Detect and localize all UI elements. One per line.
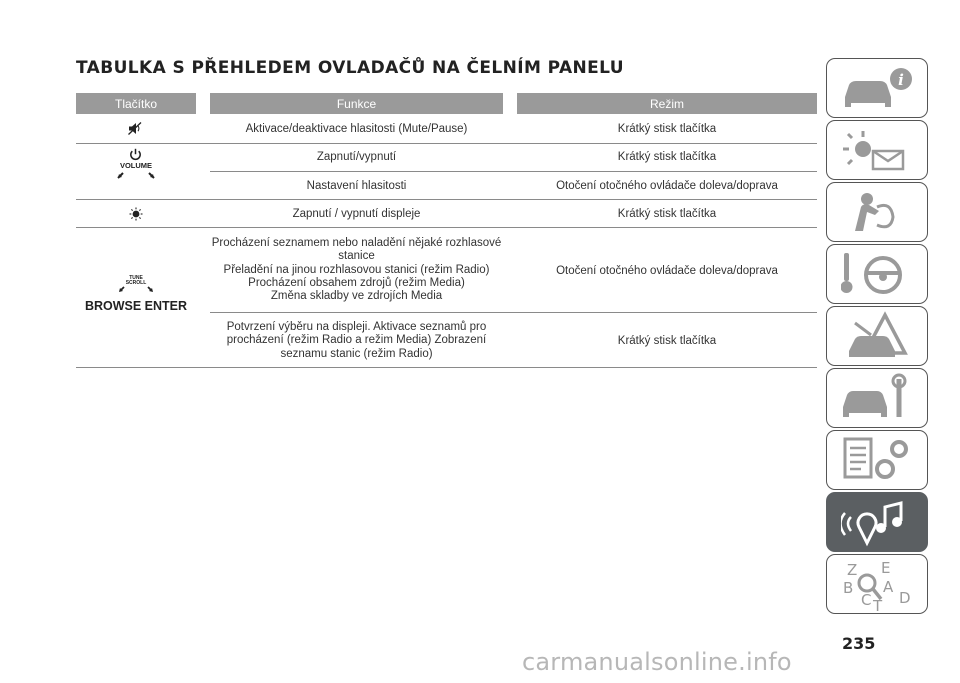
index-letter-a: A bbox=[883, 578, 894, 596]
scroll-label: SCROLL bbox=[125, 280, 147, 286]
warning-lights-icon bbox=[841, 125, 913, 175]
tab-starting-driving[interactable] bbox=[826, 244, 928, 304]
table-row bbox=[76, 228, 817, 312]
tab-car-info[interactable] bbox=[826, 58, 928, 118]
function-cell: Potvrzení výběru na displeji. Aktivace seznamů pro procházení (režim Radio a režim Media) Zobrazení seznamu stanic (režim Radio) bbox=[226, 321, 487, 360]
mute-icon bbox=[128, 122, 142, 135]
mode-cell: Otočení otočného ovládače doleva/doprava bbox=[556, 180, 778, 192]
mode-cell: Krátký stisk tlačítka bbox=[617, 123, 717, 135]
index-letter-z: Z bbox=[847, 561, 858, 579]
header-mode: Režim bbox=[517, 93, 817, 114]
car-service-icon bbox=[841, 373, 913, 423]
table-row bbox=[76, 114, 817, 142]
table-row bbox=[76, 200, 817, 227]
index-letter-e: E bbox=[881, 559, 891, 577]
table-row bbox=[76, 313, 817, 367]
function-cell: Zapnutí/vypnutí bbox=[316, 151, 397, 163]
table-row bbox=[76, 172, 817, 199]
header-function: Funkce bbox=[210, 93, 503, 114]
volume-label: VOLUME bbox=[119, 161, 153, 170]
safety-airbag-icon bbox=[841, 187, 913, 237]
table-header bbox=[76, 93, 817, 114]
multimedia-icon bbox=[841, 497, 913, 547]
browse-enter-label: BROWSE ENTER bbox=[84, 299, 188, 313]
tab-safety[interactable] bbox=[826, 182, 928, 242]
mode-cell: Krátký stisk tlačítka bbox=[617, 151, 717, 163]
svg-text:i: i bbox=[898, 71, 904, 89]
index-letter-c: C bbox=[861, 591, 872, 609]
tab-technical-data[interactable] bbox=[826, 430, 928, 490]
watermark: carmanualsonline.info bbox=[522, 648, 792, 676]
tab-servicing[interactable] bbox=[826, 368, 928, 428]
page-title: TABULKA S PŘEHLEDEM OVLADAČŮ NA ČELNÍM PANELU bbox=[76, 58, 624, 78]
function-cell: Procházení seznamem nebo naladění nějaké rozhlasové stanice Přeladění na jinou rozhlasovou stanici (režim Radio) Procházení obsahem zdrojů (režim Media) Změna skladby ve zdrojích Media bbox=[211, 237, 502, 303]
car-info-icon bbox=[841, 63, 913, 113]
header-button: Tlačítko bbox=[76, 93, 196, 114]
technical-data-icon bbox=[841, 435, 913, 485]
tune-scroll-knob-icon bbox=[116, 275, 156, 297]
page-number: 235 bbox=[842, 634, 876, 653]
controls-table bbox=[76, 93, 817, 360]
table-row bbox=[76, 144, 817, 170]
mode-cell: Otočení otočného ovládače doleva/doprava bbox=[556, 265, 778, 277]
display-icon bbox=[129, 207, 143, 221]
index-letter-t: T bbox=[873, 597, 883, 611]
mode-cell: Krátký stisk tlačítka bbox=[617, 335, 717, 347]
index-letter-b: B bbox=[843, 579, 854, 597]
function-cell: Aktivace/deaktivace hlasitosti (Mute/Pause) bbox=[245, 123, 468, 135]
emergency-triangle-icon bbox=[841, 311, 913, 361]
index-icon bbox=[841, 559, 913, 611]
tab-index[interactable] bbox=[826, 554, 928, 614]
mode-cell: Krátký stisk tlačítka bbox=[617, 208, 717, 220]
steering-wheel-key-icon bbox=[841, 249, 913, 299]
tab-emergency[interactable] bbox=[826, 306, 928, 366]
tab-warning-lights[interactable] bbox=[826, 120, 928, 180]
tune-label: TUNE bbox=[129, 275, 143, 281]
index-letter-d: D bbox=[899, 589, 911, 607]
function-cell: Nastavení hlasitosti bbox=[306, 180, 407, 192]
tab-multimedia[interactable] bbox=[826, 492, 928, 552]
function-cell: Zapnutí / vypnutí displeje bbox=[292, 208, 421, 220]
